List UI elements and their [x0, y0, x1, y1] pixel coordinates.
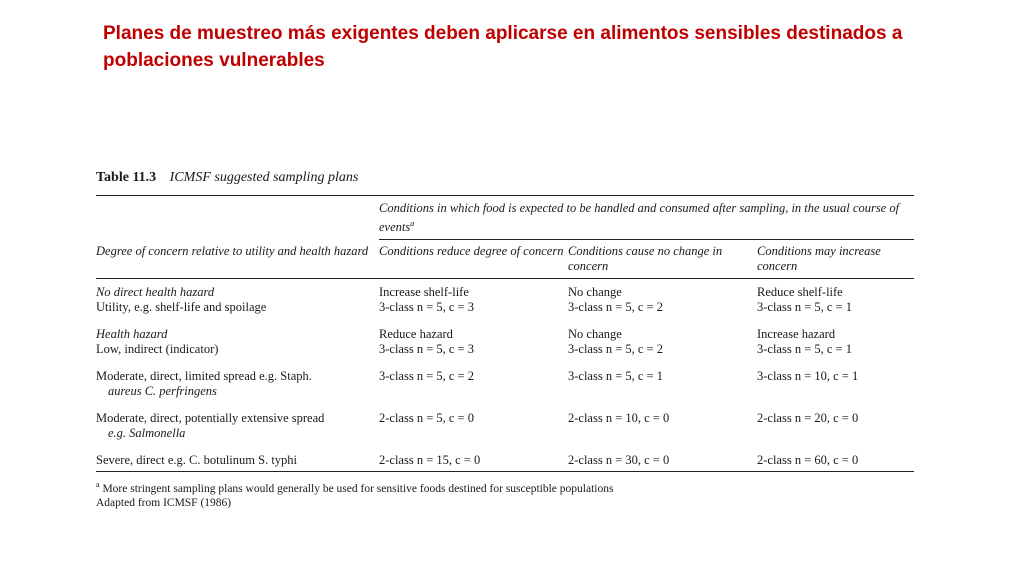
row-label-line1: Moderate, direct, potentially extensive spread: [96, 411, 325, 426]
cell-line2: 3-class n = 5, c = 2: [568, 342, 663, 357]
cell-line2: 3-class n = 5, c = 1: [757, 342, 852, 357]
sampling-plans-table-block: [96, 170, 914, 510]
cell-line1: Reduce shelf-life: [757, 285, 843, 300]
row-label-line1: Moderate, direct, limited spread e.g. Staph.: [96, 369, 312, 384]
col-header-increase-concern: Conditions may increase concern: [757, 244, 914, 279]
cell-line1: Increase shelf-life: [379, 285, 469, 300]
row-label-line2: e.g. Salmonella: [108, 426, 186, 441]
table-row: [96, 369, 914, 399]
cell-line1: 3-class n = 5, c = 1: [568, 369, 663, 384]
cell-line1: Reduce hazard: [379, 327, 453, 342]
cell-line2: 3-class n = 5, c = 2: [568, 300, 663, 315]
cell-line1: 2-class n = 10, c = 0: [568, 411, 670, 426]
slide-title: Planes de muestreo más exigentes deben aplicarse en alimentos sensibles destinados a poblaciones vulnerables: [103, 23, 903, 71]
cell-line1: No change: [568, 327, 622, 342]
footnote-mark: a: [96, 480, 100, 490]
row-label-line2: Low, indirect (indicator): [96, 342, 219, 357]
table-row: [96, 411, 914, 441]
row-label-line2: aureus C. perfringens: [108, 384, 217, 399]
table-number: Table 11.3: [96, 170, 157, 185]
table-row: [96, 327, 914, 357]
col-header-no-change: Conditions cause no change in concern: [568, 244, 757, 279]
footnote-mark-header: a: [410, 219, 415, 228]
cell-line1: 3-class n = 10, c = 1: [757, 369, 859, 384]
table-footnote: [96, 478, 914, 510]
cell-line1: 2-class n = 30, c = 0: [568, 453, 670, 468]
cell-line2: 3-class n = 5, c = 3: [379, 300, 474, 315]
conditions-span-header: Conditions in which food is expected to be handled and consumed after sampling, in the usual course of events$^a$: [379, 196, 914, 245]
cell-line1: Increase hazard: [757, 327, 836, 342]
col-header-degree-of-concern: Degree of concern relative to utility and health hazard: [96, 244, 379, 279]
table-row: [96, 279, 914, 316]
row-label-line1: No direct health hazard: [96, 285, 215, 300]
table-caption: [96, 170, 914, 186]
cell-line2: 3-class n = 5, c = 1: [757, 300, 852, 315]
cell-line1: 2-class n = 20, c = 0: [757, 411, 859, 426]
table-source: Adapted from ICMSF (1986): [96, 496, 232, 509]
table-row: [96, 453, 914, 472]
cell-line1: 2-class n = 60, c = 0: [757, 453, 859, 468]
row-label-line1: Severe, direct e.g. C. botulinum S. typhi: [96, 453, 298, 468]
cell-line1: No change: [568, 285, 622, 300]
row-label-line1: Health hazard: [96, 327, 168, 342]
row-label-line2: Utility, e.g. shelf-life and spoilage: [96, 300, 267, 315]
col-header-reduce-concern: Conditions reduce degree of concern: [379, 244, 568, 279]
cell-line1: 2-class n = 15, c = 0: [379, 453, 481, 468]
sampling-plans-table: [96, 195, 914, 472]
cell-line1: 2-class n = 5, c = 0: [379, 411, 474, 426]
cell-line2: 3-class n = 5, c = 3: [379, 342, 474, 357]
table-caption-text: ICMSF suggested sampling plans: [169, 170, 359, 185]
footnote-text: More stringent sampling plans would generally be used for sensitive foods destined for susceptible populations: [102, 482, 614, 495]
cell-line1: 3-class n = 5, c = 2: [379, 369, 474, 384]
